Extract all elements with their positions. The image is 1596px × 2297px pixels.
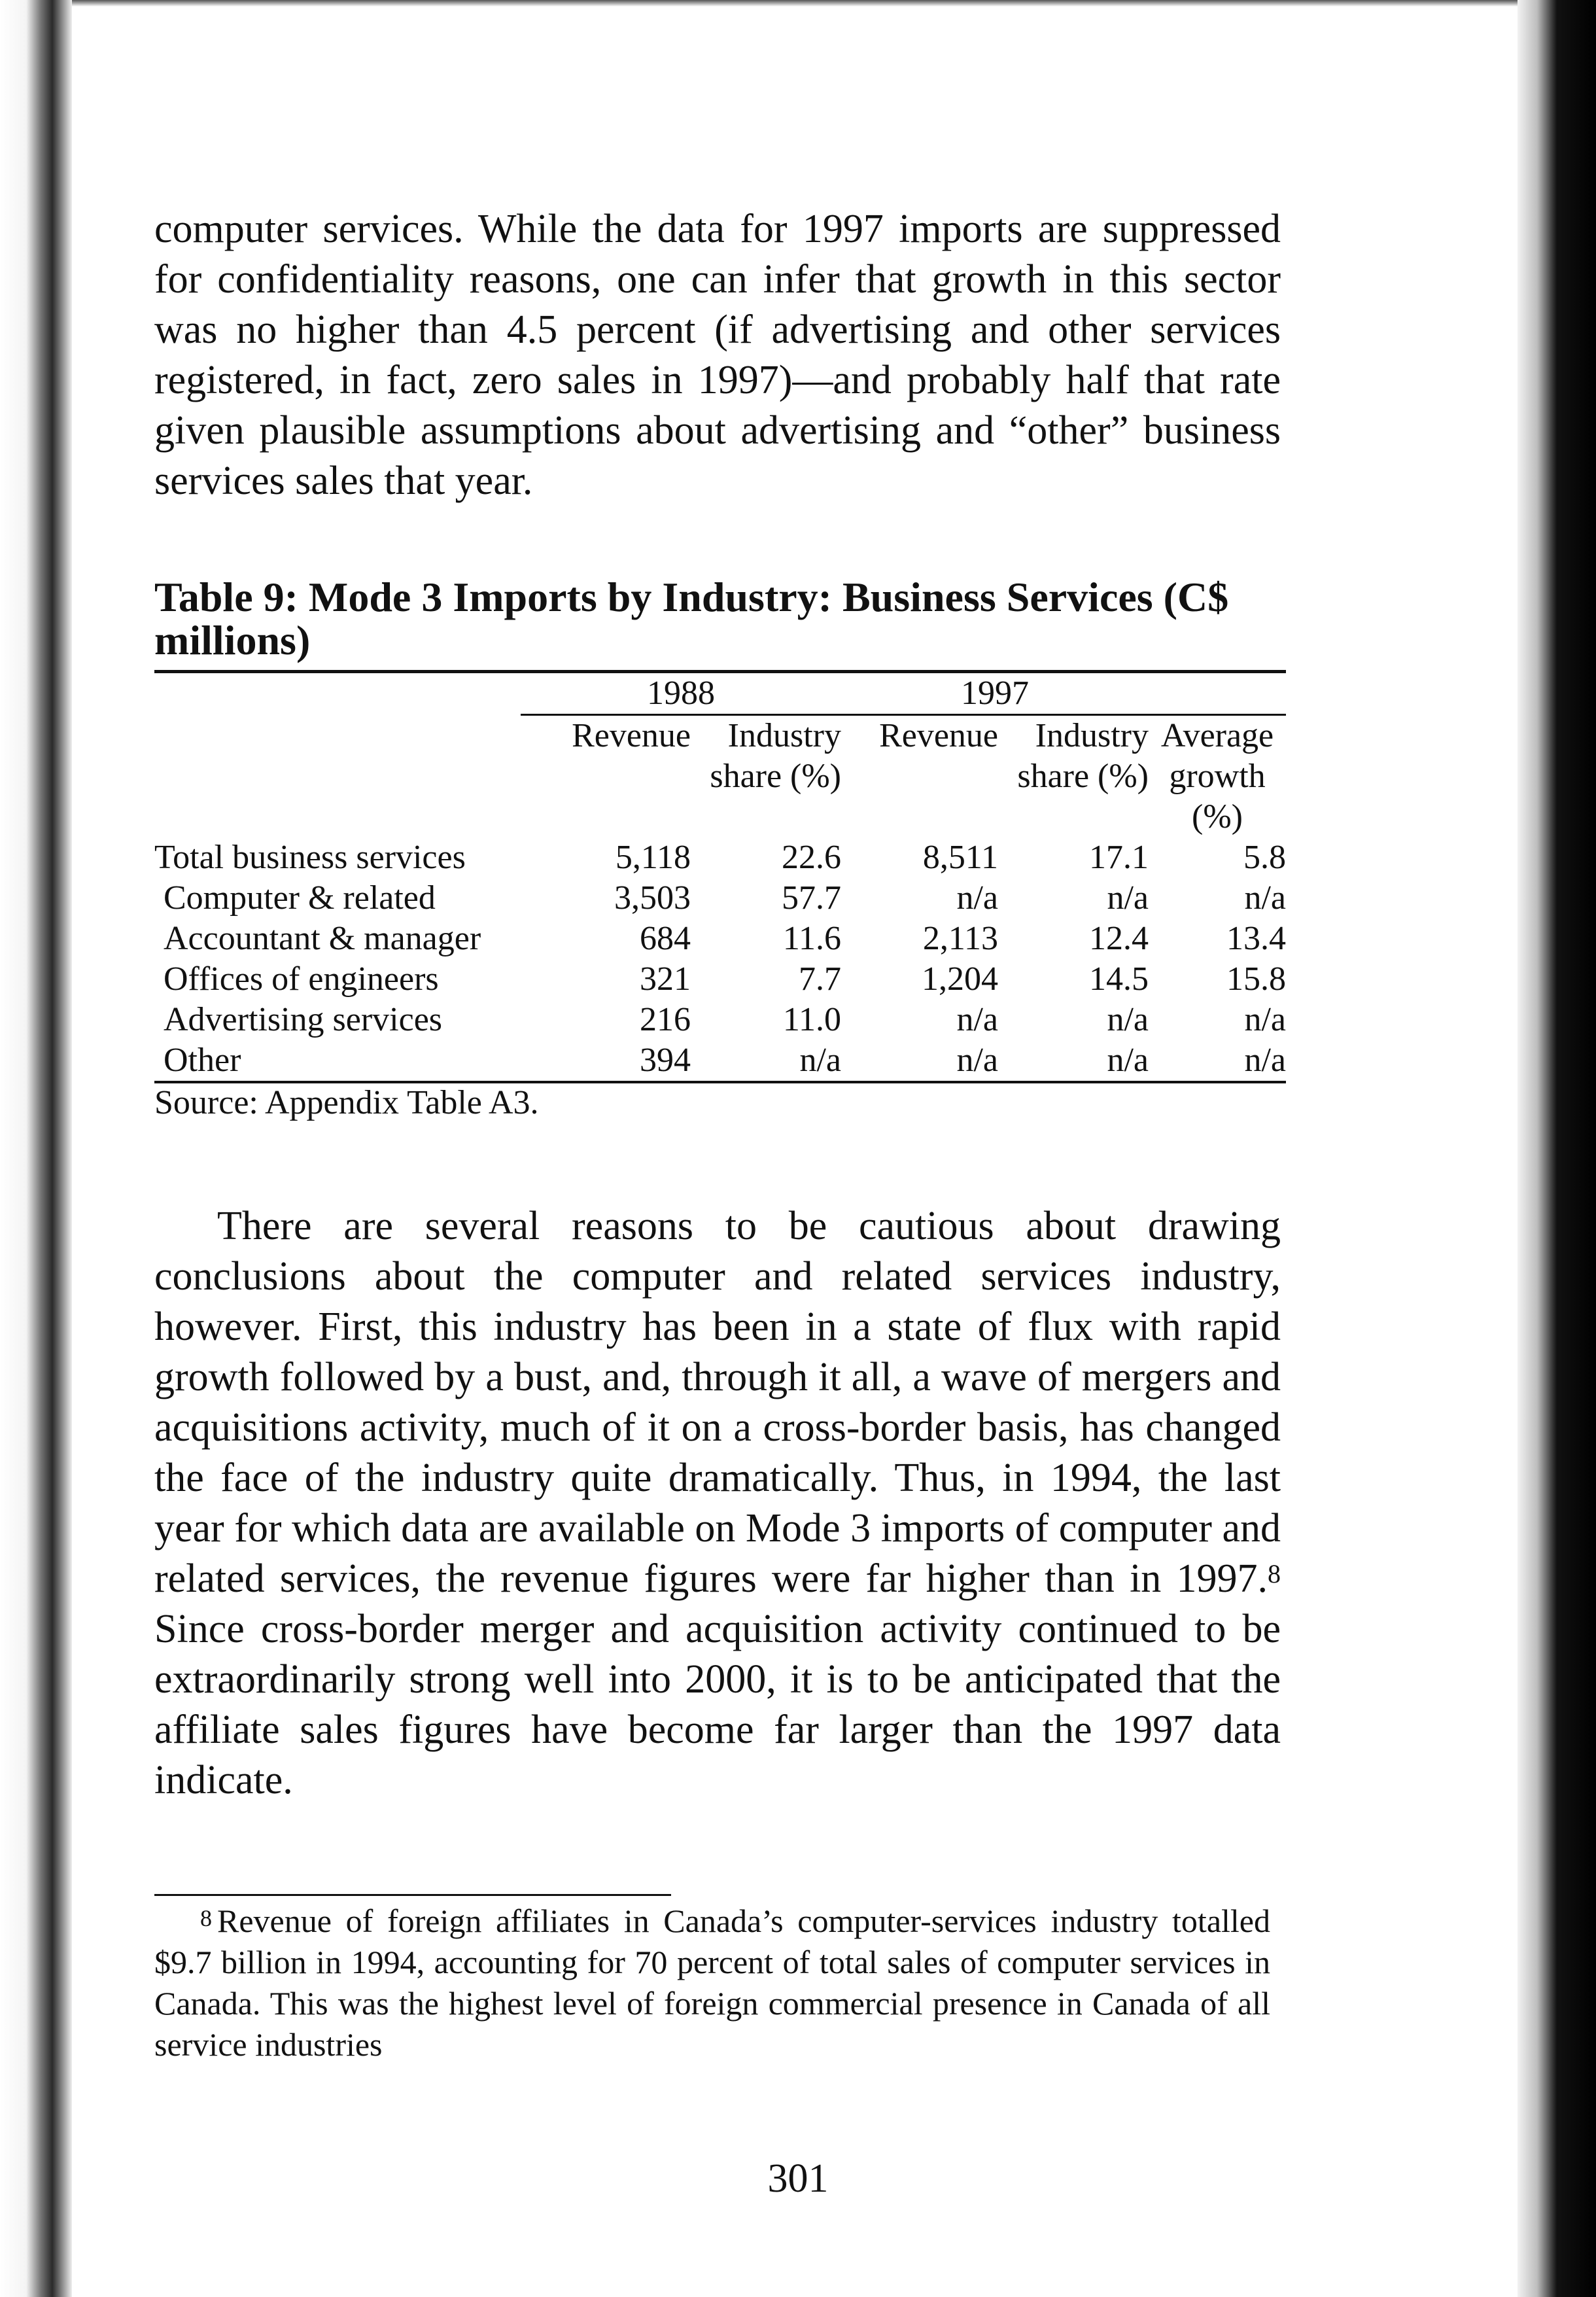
footnote-rule: [154, 1894, 671, 1896]
cell-revenue-1988: 321: [640, 960, 691, 998]
cell-share-1988: 22.6: [782, 839, 841, 876]
cell-share-1997: n/a: [1107, 879, 1149, 917]
cell-revenue-1997: n/a: [956, 879, 998, 917]
table-year-header: [154, 672, 1286, 715]
cell-average-growth: n/a: [1244, 1001, 1286, 1038]
cell-average-growth: n/a: [1149, 1040, 1286, 1082]
page-number: 301: [767, 2156, 829, 2201]
cell-share-1997: n/a: [1107, 1001, 1149, 1038]
table-title: Table 9: Mode 3 Imports by Industry: Business Services (C$ millions): [154, 574, 1229, 663]
row-label: Offices of engineers: [164, 960, 439, 998]
paragraph-2-text: There are several reasons to be cautious about drawing conclusions about the computer and related services industry, however. First, this industry has been in a state of flux with rapid growth followed by a bust, and, through it all, a wave of mergers and acquisitions activity, much of it on a cross-border basis, has changed the face of the industry quite dramatically. Thus, in 1994, the last year for which data are available on Mode 3 imports of computer and related services, the revenue figures were far higher than in 1997.: [154, 1204, 1281, 1601]
cell-average-growth: n/a: [1244, 879, 1286, 917]
cell-average-growth: 15.8: [1226, 960, 1286, 998]
cell-revenue-1997: n/a: [956, 1001, 998, 1038]
cell-average-growth: 5.8: [1243, 839, 1286, 876]
col-average-growth: Average growth (%): [1160, 717, 1274, 835]
cell-share-1997: 14.5: [1089, 960, 1149, 998]
cell-revenue-1988: 3,503: [614, 879, 691, 917]
paragraph-2: [154, 1201, 1281, 1806]
cell-share-1997: 17.1: [1089, 839, 1149, 876]
page-body: [154, 204, 1286, 1806]
cell-average-growth: 13.4: [1226, 920, 1286, 957]
cell-revenue-1988: 684: [640, 920, 691, 957]
scan-right-edge: [1518, 0, 1596, 2297]
table-row: [154, 1000, 1286, 1040]
cell-share-1988: 11.0: [782, 1001, 841, 1038]
table-source: Source: Appendix Table A3.: [154, 1084, 539, 1121]
footnote: [154, 1901, 1270, 2065]
cell-share-1988: n/a: [691, 1040, 841, 1082]
data-table: [154, 670, 1286, 1083]
table-row: [154, 878, 1286, 919]
col-industry-1988: Industry share (%): [710, 717, 841, 795]
cell-revenue-1997: n/a: [841, 1040, 998, 1082]
table-row: [154, 1040, 1286, 1082]
row-label: Other: [154, 1040, 521, 1082]
paragraph-1: computer services. While the data for 1997 imports are suppressed for confidentiality reasons, one can infer that growth in this sector was no higher than 4.5 percent (if advertising and other services registered, in fact, zero sales in 1997)—and probably half that rate given plausible assumptions about advertising and “other” business services sales that year.: [154, 207, 1281, 503]
cell-revenue-1988: 5,118: [615, 839, 691, 876]
year-1988: 1988: [521, 672, 841, 715]
row-label: Advertising services: [164, 1001, 443, 1038]
scan-top-edge: [0, 0, 1596, 7]
footnote-text: Revenue of foreign affiliates in Canada’s computer-services industry totalled $9.7 billion in 1994, accounting for 70 percent of total sales of computer services in Canada. This was the highest level of foreign commercial presence in Canada of all service industries: [154, 1902, 1270, 2063]
cell-revenue-1997: 8,511: [922, 839, 998, 876]
table-body: [154, 837, 1286, 1082]
year-1997: 1997: [841, 672, 1149, 715]
cell-share-1997: 12.4: [1089, 920, 1149, 957]
cell-revenue-1988: 394: [521, 1040, 691, 1082]
cell-share-1988: 7.7: [799, 960, 841, 998]
footnote-mark: 8: [200, 1905, 212, 1931]
scan-left-edge: [0, 0, 72, 2297]
cell-revenue-1997: 1,204: [922, 960, 998, 998]
paragraph-2-continued: Since cross-border merger and acquisition activity continued to be extraordinarily strong well into 2000, it is to be anticipated that the affiliate sales figures have become far larger than the 1997 data indicate.: [154, 1607, 1281, 1802]
cell-revenue-1997: 2,113: [922, 920, 998, 957]
cell-share-1997: n/a: [998, 1040, 1149, 1082]
table-column-header: [154, 715, 1286, 838]
table-row: [154, 837, 1286, 878]
col-industry-1997: Industry share (%): [1017, 717, 1149, 795]
table-row: [154, 919, 1286, 959]
cell-share-1988: 11.6: [782, 920, 841, 957]
row-label: Total business services: [154, 839, 466, 876]
col-revenue-1988: Revenue: [572, 717, 691, 754]
row-label: Computer & related: [164, 879, 436, 917]
cell-share-1988: 57.7: [782, 879, 841, 917]
footnote-reference: 8: [1268, 1559, 1281, 1588]
cell-revenue-1988: 216: [640, 1001, 691, 1038]
row-label: Accountant & manager: [164, 920, 481, 957]
table-row: [154, 959, 1286, 1000]
col-revenue-1997: Revenue: [879, 717, 998, 754]
